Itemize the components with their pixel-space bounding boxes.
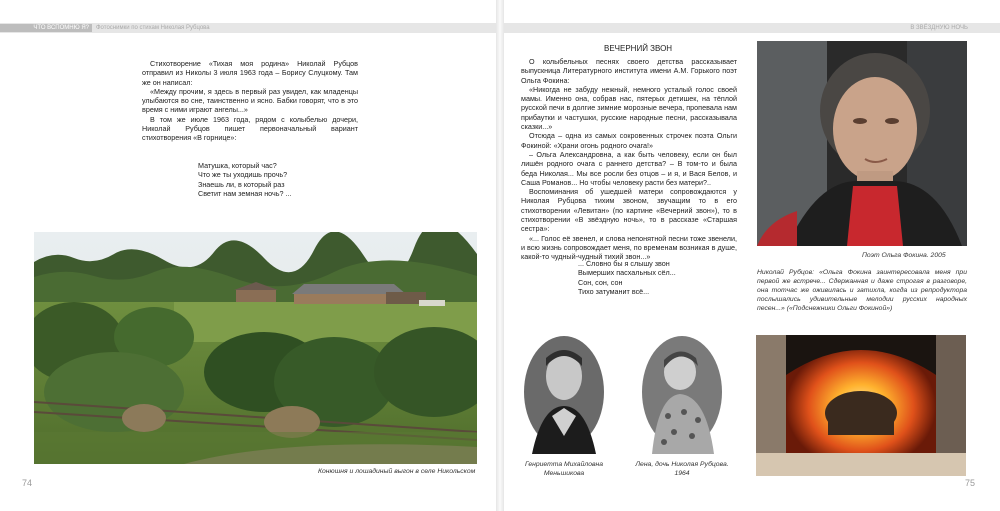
poem-line: Светит нам земная ночь? ... [198, 188, 292, 198]
right-paragraph: Отсюда – одна из самых сокровенных строчек поэта Ольги Фокиной: «Храни огонь родного очага!» [521, 131, 737, 150]
landscape-caption: Конюшня и лошадиный выгон в селе Никольском [318, 468, 476, 475]
poem-line: Матушка, который час? [198, 161, 277, 170]
left-page-number: 74 [22, 478, 33, 488]
book-gutter [496, 0, 504, 511]
right-text-block [521, 57, 737, 262]
poem-line: Вымерших пасхальных сёл... [578, 268, 676, 278]
right-paragraph: Воспоминания об ушедшей матери сопровождаются у Николая Рубцова тихим звоном, звучащим то в его стихотворении «Левитан» (по картине «Вечерний звон»), то в стихотворении «В звёздную ночь», то в рассказе «Старшая сестра»: [521, 187, 737, 234]
right-page-number: 75 [965, 478, 976, 488]
section-label: ЧТО ВСПОМНЮ Я? [0, 24, 92, 32]
header-subtitle: Фотоснимки по стихам Николая Рубцова [96, 25, 210, 31]
poem-line: Тихо затуманит всё... [578, 286, 650, 296]
lena-photo [640, 336, 724, 454]
right-paragraph: – Ольга Александровна, а как быть человеку, если он был лишён родного очага с раннего детства? – В том-то и была беда Николая... Мы все росли без отцов – и я, и Вася Белов, и Саша Романов... Но чтобы человеку расти без матери?.. [521, 149, 737, 187]
henrietta-photo [522, 336, 606, 454]
left-paragraph: Стихотворение «Тихая моя родина» Николай Рубцов отправил из Николы 3 июля 1963 года – Борису Слуцкому. Там же он написал: [142, 59, 358, 87]
poem-line: ... Словно бы я слышу звон [578, 259, 670, 268]
henrietta-caption: Генриетта Михайловна Меньшикова [524, 461, 604, 477]
poem-line: Сон, сон, сон [578, 277, 623, 287]
left-text-block [142, 59, 358, 143]
rubtsov-quote: Николай Рубцов: «Ольга Фокина заинтересовала меня при первой же встрече... Сдержанная и даже строгая в разговоре, она тотчас же оживилась и затихла, когда из репродуктора послышались удивительные мелодии русских народных песен...» («Подснежники Ольги Фокиной») [757, 269, 967, 312]
olga-fokina-portrait [757, 41, 967, 246]
right-paragraph: «... Голос её звенел, и слова непонятной песни тоже звенели, и всю жизнь сопровождает меня, по временам возникая в душе, какой-то чудный-чудный тихий звон...» [521, 233, 737, 262]
left-poem [198, 161, 291, 198]
section-heading: ВЕЧЕРНИЙ ЗВОН [604, 44, 673, 53]
left-paragraph: В том же июле 1963 года, рядом с колыбелью дочери, Николай Рубцов пишет первоначальный вариант стихотворения «В горнице»: [142, 114, 358, 143]
right-paragraph: «Никогда не забуду нежный, немного усталый голос своей мамы. Именно она, собрав нас, пятерых детишек, на тёплой русской печи в долгие зимние морозные вечера, пропевала нам прибаутки и частушки, русские народные песни, рассказывала сказки...» [521, 84, 737, 132]
right-poem [578, 259, 676, 296]
village-landscape-photo [34, 232, 477, 464]
poem-line: Что же ты уходишь прочь? [198, 170, 288, 180]
right-paragraph: О колыбельных песнях своего детства рассказывает выпускница Литературного института имени А.М. Горького поэт Ольга Фокина: [521, 57, 737, 85]
russian-stove-fire-photo [756, 335, 966, 476]
left-paragraph: «Между прочим, я здесь в первый раз увидел, как младенцы улыбаются во сне, таинственно и ясно. Бабки говорят, что в это время с ними играют ангелы...» [142, 86, 358, 115]
poem-line: Знаешь ли, в который раз [198, 179, 285, 189]
right-header-label: В ЗВЁЗДНУЮ НОЧЬ [910, 25, 968, 31]
lena-caption: Лена, дочь Николая Рубцова. 1964 [635, 461, 729, 477]
portrait-caption: Поэт Ольга Фокина. 2005 [862, 252, 946, 259]
